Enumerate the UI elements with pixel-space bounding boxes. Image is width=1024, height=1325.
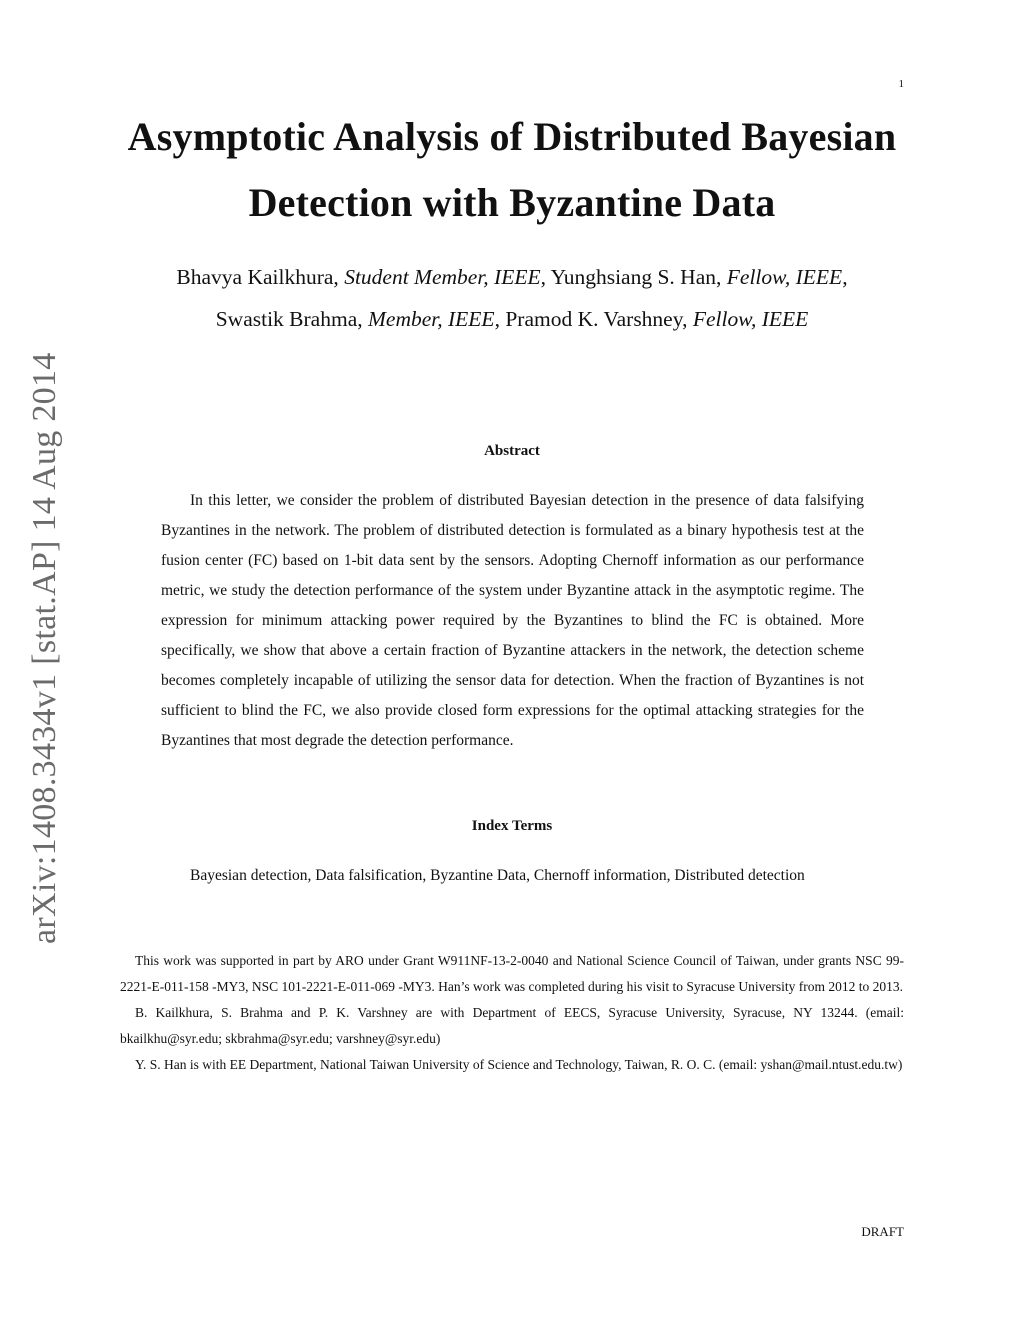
author-varshney: , Pramod K. Varshney,	[494, 307, 693, 331]
index-terms-text: Bayesian detection, Data falsification, Byzantine Data, Chernoff information, Distributed detection	[190, 867, 805, 884]
page-number: 1	[898, 78, 904, 90]
abstract-text: In this letter, we consider the problem of distributed Bayesian detection in the presence of data falsifying Byzantines in the network. The problem of distributed detection is formulated as a binary hypothesis test at the fusion center (FC) based on 1-bit data sent by the sensors. Adopting Chernoff information as our performance metric, we study the detection performance of the system under Byzantine attack in the asymptotic regime. The expression for minimum attacking power required by the Byzantines to blind the FC is obtained. More specifically, we show that above a certain fraction of Byzantine attackers in the network, the detection scheme becomes completely incapable of utilizing the sensor data for detection. When the fraction of Byzantines is not sufficient to blind the FC, we also provide closed form expressions for the optimal attacking strategies for the Byzantines that most degrade the detection performance.	[161, 492, 864, 749]
paper-title	[0, 104, 1024, 236]
author-han-role: Fellow, IEEE	[726, 265, 843, 289]
author-kailkhura-role: Student Member, IEEE	[344, 265, 541, 289]
footnote-funding: This work was supported in part by ARO under Grant W911NF-13-2-0040 and National Science Council of Taiwan, under grants NSC 99-2221-E-011-158 -MY3, NSC 101-2221-E-011-069 -MY3. Han’s work was completed during his visit to Syracuse University from 2012 to 2013.	[120, 953, 904, 994]
author-line-2	[0, 298, 1024, 340]
draft-label: DRAFT	[861, 1224, 904, 1239]
title-line-2: Detection with Byzantine Data	[248, 180, 776, 225]
author-kailkhura: Bhavya Kailkhura,	[176, 265, 345, 289]
author-line-1-end: ,	[842, 265, 848, 289]
footnotes	[120, 948, 904, 1078]
author-han: , Yunghsiang S. Han,	[540, 265, 727, 289]
author-brahma-role: Member, IEEE	[368, 307, 495, 331]
index-terms-heading: Index Terms	[471, 818, 553, 834]
abstract-heading: Abstract	[484, 443, 540, 459]
footnote-affiliation-syracuse: B. Kailkhura, S. Brahma and P. K. Varshney are with Department of EECS, Syracuse University, Syracuse, NY 13244. (email: bkailkhu@syr.edu; skbrahma@syr.edu; varshney@syr.edu)	[120, 1005, 904, 1046]
author-line-1	[0, 256, 1024, 298]
author-brahma: Swastik Brahma,	[215, 307, 368, 331]
arxiv-identifier-stamp: arXiv:1408.3434v1 [stat.AP] 14 Aug 2014	[26, 352, 63, 944]
title-line-1: Asymptotic Analysis of Distributed Bayesian	[127, 114, 897, 159]
author-list	[0, 256, 1024, 340]
author-varshney-role: Fellow, IEEE	[692, 307, 809, 331]
footnote-affiliation-taiwan: Y. S. Han is with EE Department, National Taiwan University of Science and Technology, Taiwan, R. O. C. (email: yshan@mail.ntust.edu.tw)	[135, 1057, 903, 1072]
